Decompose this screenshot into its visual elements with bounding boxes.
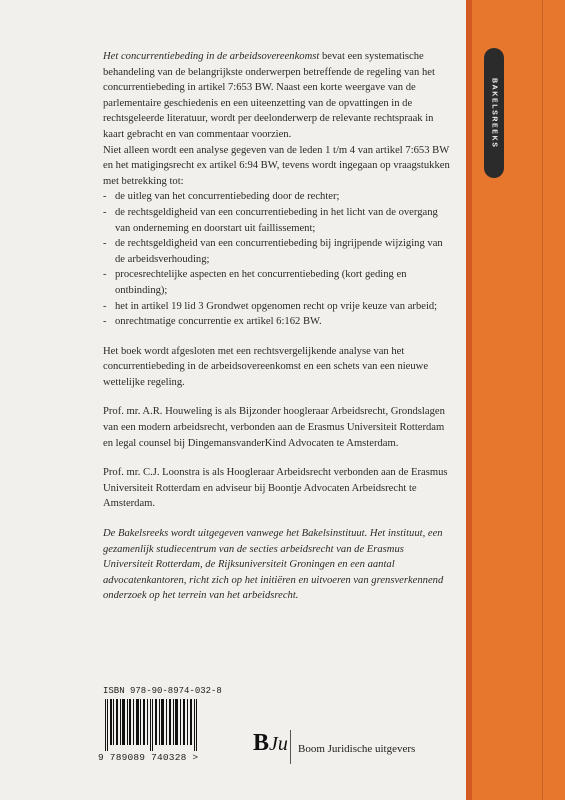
- publisher-name: Boom Juridische uitgevers: [298, 743, 416, 755]
- intro-text: bevat een systematische behandeling van de belangrijkste onderwerpen betreffende de regeling van het concurrentiebeding in artikel 7:653 BW. Naast een korte weergave van de parlementaire geschiedenis en een uiteenzetting van de opvattingen in de rechtsgeleerde literatuur, wordt per deelonderwerp de relevante rechtspraak in kaart gebracht en van commentaar voorzien.: [103, 51, 435, 140]
- intro-paragraph-2: Niet alleen wordt een analyse gegeven van de leden 1 t/m 4 van artikel 7:653 BW en het matigingsrecht ex artikel 6:94 BW, tevens wordt ingegaan op vraagstukken met betrekking tot:: [103, 144, 450, 187]
- topic-list: [103, 189, 455, 329]
- spine-fold-line: [542, 0, 543, 800]
- conclusion-paragraph: Het boek wordt afgesloten met een rechtsvergelijkende analyse van het concurrentiebeding in de arbeidsovereenkomst en een schets van een nieuwe wettelijke regeling.: [103, 345, 429, 388]
- cover-spine: [466, 0, 565, 800]
- series-label-text: BAKELSREEKS: [490, 77, 498, 149]
- author-1-bio: Prof. mr. A.R. Houweling is als Bijzonder hoogleraar Arbeidsrecht, Grondslagen van een modern arbeidsrecht, verbonden aan de Erasmus Universiteit Rotterdam en legal counsel bij DingemansvanderKind Advocaten te Amsterdam.: [103, 406, 445, 449]
- list-item: - procesrechtelijke aspecten en het concurrentiebeding (kort geding en ontbinding);: [103, 267, 455, 298]
- publisher-logo: [253, 730, 288, 757]
- spine-edge-band: [466, 0, 472, 800]
- book-title: Het concurrentiebeding in de arbeidsovereenkomst: [103, 51, 320, 62]
- logo-letters-ju: Ju: [269, 733, 288, 755]
- barcode-digits: 9 789089 740328 >: [98, 752, 199, 763]
- list-item: - de rechtsgeldigheid van een concurrentiebeding bij ingrijpende wijziging van de arbeidsverhouding;: [103, 236, 455, 267]
- list-item: - de uitleg van het concurrentiebeding door de rechter;: [103, 189, 455, 205]
- series-note: De Bakelsreeks wordt uitgegeven vanwege het Bakelsinstituut. Het instituut, een gezamenlijk studiecentrum van de secties arbeidsrecht van de Erasmus Universiteit Rotterdam, de Rijksuniversiteit Groningen en een aantal advocatenkantoren, richt zich op het initiëren en uitvoeren van grensverkennend onderzoek op het terrein van het arbeidsrecht.: [103, 528, 444, 602]
- barcode-image: [103, 699, 199, 751]
- list-item: - onrechtmatige concurrentie ex artikel 6:162 BW.: [103, 314, 455, 330]
- list-item: - de rechtsgeldigheid van een concurrentiebeding in het licht van de overgang van onderneming en doorstart uit faillissement;: [103, 205, 455, 236]
- blurb-text: [103, 49, 455, 604]
- logo-divider: [290, 730, 291, 764]
- isbn-label: ISBN 978-90-8974-032-8: [103, 686, 222, 696]
- intro-paragraph: [103, 49, 455, 143]
- logo-letter-b: B: [253, 730, 270, 756]
- series-label-badge: [484, 48, 504, 178]
- list-item: - het in artikel 19 lid 3 Grondwet opgenomen recht op vrije keuze van arbeid;: [103, 299, 455, 315]
- author-2-bio: Prof. mr. C.J. Loonstra is als Hoogleraar Arbeidsrecht verbonden aan de Erasmus Universiteit Rotterdam en adviseur bij Boontje Advocaten Arbeidsrecht te Amsterdam.: [103, 467, 448, 510]
